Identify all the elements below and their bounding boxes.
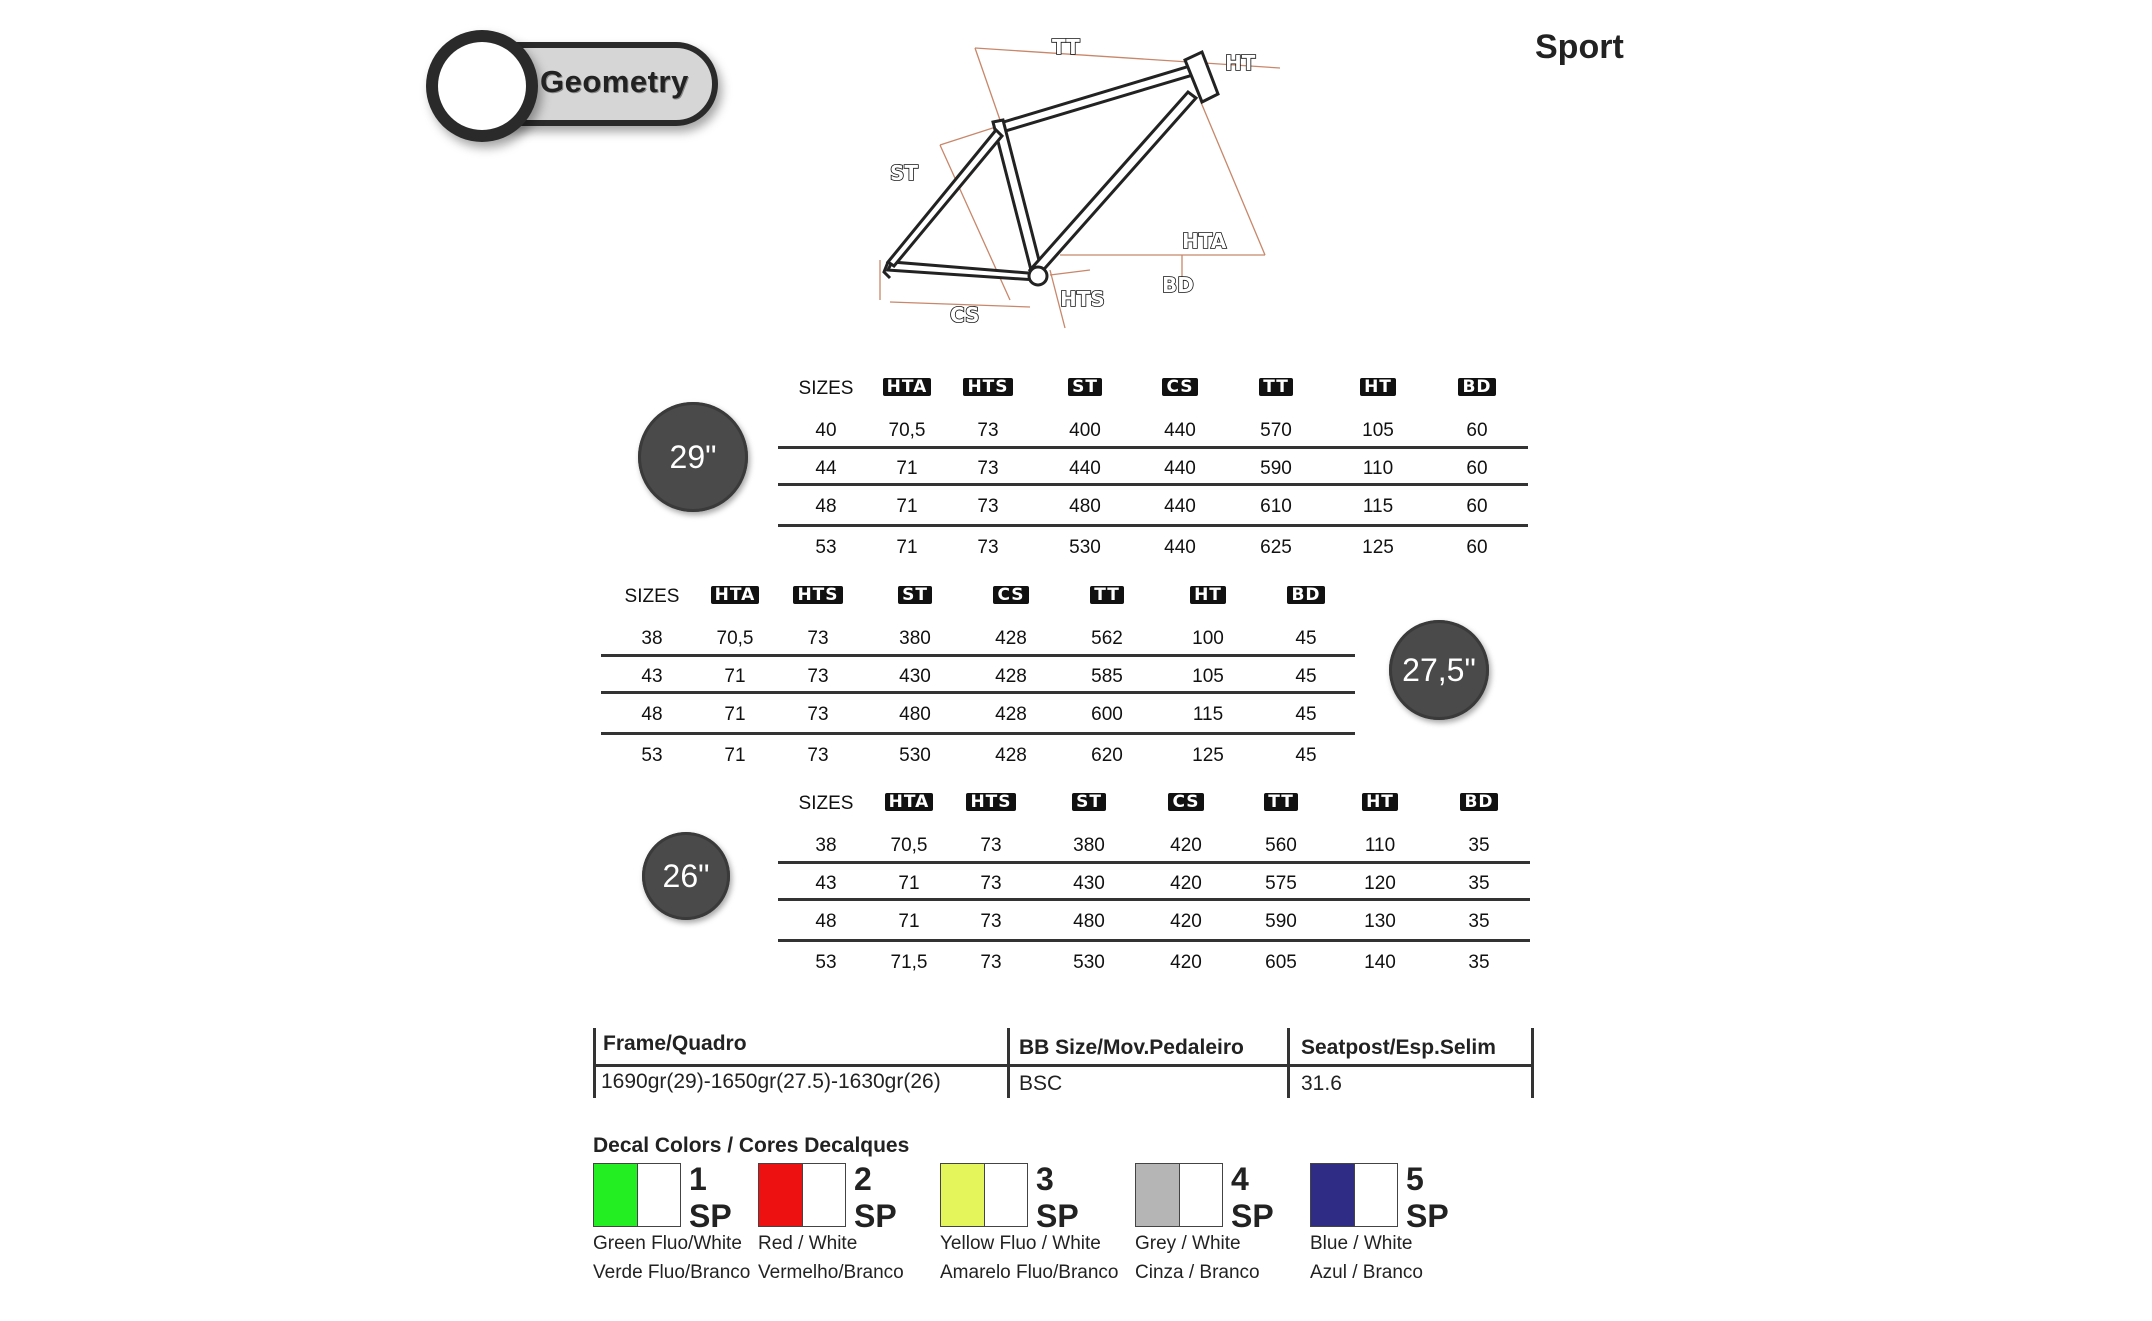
table-cell: 115: [1362, 496, 1394, 517]
label-ht: HT: [1225, 51, 1256, 75]
table-cell: 400: [1069, 420, 1101, 441]
table-cell: 73: [980, 952, 1002, 973]
table-cell: 620: [1091, 745, 1123, 766]
table-cell: 71: [896, 458, 918, 479]
table-cell: 60: [1466, 420, 1488, 441]
table-cell: 590: [1260, 458, 1292, 479]
table-cell: 73: [980, 835, 1002, 856]
table-cell: 562: [1091, 628, 1123, 649]
decal-number: 4 SP: [1231, 1161, 1274, 1234]
row-divider: [601, 654, 1355, 657]
table-cell: 600: [1091, 704, 1123, 725]
table-cell: 45: [1295, 704, 1317, 725]
table-cell: 120: [1364, 873, 1396, 894]
table-cell: 530: [1069, 537, 1101, 558]
table-cell: 428: [995, 745, 1027, 766]
table-cell: 60: [1466, 458, 1488, 479]
label-cs: CS: [950, 303, 980, 327]
decal-number: 2 SP: [854, 1161, 897, 1234]
decal-colors-title: Decal Colors / Cores Decalques: [593, 1134, 910, 1157]
table-cell: 105: [1192, 666, 1224, 687]
table-cell: 35: [1468, 911, 1490, 932]
table-cell: 430: [1073, 873, 1105, 894]
table-cell: 420: [1170, 952, 1202, 973]
table-cell: 73: [977, 458, 999, 479]
table-cell: 590: [1265, 911, 1297, 932]
decal-name: Green Fluo/White Verde Fluo/Branco: [593, 1233, 751, 1283]
column-header-hta: HTA: [695, 584, 775, 606]
sizes-header: SIZES: [624, 586, 680, 607]
table-cell: 570: [1260, 420, 1292, 441]
table-cell: 53: [641, 745, 663, 766]
table-cell: 53: [815, 537, 837, 558]
label-tt: TT: [1052, 35, 1080, 59]
table-cell: 70,5: [716, 628, 754, 649]
row-divider: [778, 861, 1530, 864]
table-cell: 71: [724, 704, 746, 725]
column-header-hta: HTA: [867, 376, 947, 398]
row-divider: [778, 483, 1528, 486]
column-header-st: ST: [1049, 791, 1129, 813]
table-cell: 420: [1170, 835, 1202, 856]
table-cell: 43: [815, 873, 837, 894]
table-cell: 73: [977, 420, 999, 441]
size-circle-27-5: 27,5": [1389, 620, 1489, 720]
table-cell: 73: [807, 666, 829, 687]
table-cell: 125: [1362, 537, 1394, 558]
table-cell: 71: [898, 873, 920, 894]
frame-value: 1690gr(29)-1650gr(27.5)-1630gr(26): [601, 1070, 941, 1093]
decal-swatch-1: [593, 1163, 681, 1227]
table-cell: 71: [896, 496, 918, 517]
decal-swatch-4: [1135, 1163, 1223, 1227]
table-cell: 420: [1170, 911, 1202, 932]
table-cell: 48: [815, 496, 837, 517]
sizes-header: SIZES: [798, 378, 854, 399]
table-cell: 480: [1069, 496, 1101, 517]
decal-swatch-5: [1310, 1163, 1398, 1227]
table-cell: 110: [1362, 458, 1394, 479]
frame-header: Frame/Quadro: [603, 1032, 747, 1055]
table-cell: 440: [1164, 537, 1196, 558]
table-cell: 73: [807, 745, 829, 766]
column-header-cs: CS: [971, 584, 1051, 606]
table-cell: 45: [1295, 745, 1317, 766]
column-header-bd: BD: [1439, 791, 1519, 813]
table-cell: 60: [1466, 537, 1488, 558]
specs-table: [593, 1028, 1535, 1098]
column-header-hta: HTA: [869, 791, 949, 813]
table-cell: 71: [724, 666, 746, 687]
table-cell: 430: [899, 666, 931, 687]
table-cell: 530: [899, 745, 931, 766]
column-header-tt: TT: [1241, 791, 1321, 813]
row-divider: [778, 446, 1528, 449]
table-cell: 40: [815, 420, 837, 441]
column-header-st: ST: [875, 584, 955, 606]
table-cell: 440: [1164, 496, 1196, 517]
dimension-lines: [880, 48, 1280, 328]
table-cell: 480: [899, 704, 931, 725]
table-cell: 71: [724, 745, 746, 766]
frame-tubes: [884, 52, 1218, 285]
decal-name: Yellow Fluo / White Amarelo Fluo/Branco: [940, 1233, 1119, 1283]
table-cell: 420: [1170, 873, 1202, 894]
frame-geometry-diagram: [860, 30, 1300, 340]
table-cell: 110: [1364, 835, 1396, 856]
table-cell: 35: [1468, 835, 1490, 856]
table-cell: 428: [995, 704, 1027, 725]
table-cell: 70,5: [890, 835, 928, 856]
table-cell: 45: [1295, 666, 1317, 687]
table-cell: 44: [815, 458, 837, 479]
table-cell: 380: [899, 628, 931, 649]
table-cell: 560: [1265, 835, 1297, 856]
seatpost-value: 31.6: [1301, 1072, 1342, 1095]
decal-swatch-3: [940, 1163, 1028, 1227]
decal-number: 3 SP: [1036, 1161, 1079, 1234]
table-cell: 440: [1164, 420, 1196, 441]
column-header-bd: BD: [1266, 584, 1346, 606]
table-cell: 70,5: [888, 420, 926, 441]
label-st: ST: [890, 161, 919, 185]
model-title: Sport: [1535, 28, 1624, 66]
size-circle-29: 29": [638, 402, 748, 512]
table-cell: 73: [807, 704, 829, 725]
table-cell: 575: [1265, 873, 1297, 894]
table-cell: 480: [1073, 911, 1105, 932]
table-cell: 71: [898, 911, 920, 932]
column-header-cs: CS: [1140, 376, 1220, 398]
label-bd: BD: [1162, 273, 1194, 297]
row-divider: [778, 898, 1530, 901]
column-header-tt: TT: [1236, 376, 1316, 398]
column-header-ht: HT: [1340, 791, 1420, 813]
table-cell: 440: [1164, 458, 1196, 479]
column-header-cs: CS: [1146, 791, 1226, 813]
table-cell: 130: [1364, 911, 1396, 932]
badge-label: Geometry: [540, 64, 689, 99]
geometry-badge: [426, 30, 726, 142]
bb-value: BSC: [1019, 1072, 1063, 1095]
table-cell: 115: [1192, 704, 1224, 725]
badge-circle: [426, 30, 538, 142]
table-cell: 48: [641, 704, 663, 725]
table-cell: 605: [1265, 952, 1297, 973]
row-divider: [778, 524, 1528, 527]
table-cell: 105: [1362, 420, 1394, 441]
table-cell: 73: [977, 537, 999, 558]
table-cell: 380: [1073, 835, 1105, 856]
decal-name: Grey / White Cinza / Branco: [1135, 1233, 1260, 1283]
table-cell: 73: [980, 873, 1002, 894]
bb-header: BB Size/Mov.Pedaleiro: [1019, 1036, 1244, 1059]
table-cell: 428: [995, 628, 1027, 649]
table-cell: 625: [1260, 537, 1292, 558]
column-header-st: ST: [1045, 376, 1125, 398]
column-header-hts: HTS: [778, 584, 858, 606]
table-cell: 585: [1091, 666, 1123, 687]
table-cell: 71: [896, 537, 918, 558]
table-cell: 45: [1295, 628, 1317, 649]
table-cell: 140: [1364, 952, 1396, 973]
row-divider: [601, 732, 1355, 735]
column-header-ht: HT: [1168, 584, 1248, 606]
table-cell: 53: [815, 952, 837, 973]
table-cell: 100: [1192, 628, 1224, 649]
row-divider: [778, 939, 1530, 942]
decal-swatch-2: [758, 1163, 846, 1227]
table-cell: 35: [1468, 952, 1490, 973]
table-cell: 440: [1069, 458, 1101, 479]
column-header-hts: HTS: [948, 376, 1028, 398]
row-divider: [601, 691, 1355, 694]
table-cell: 48: [815, 911, 837, 932]
table-cell: 35: [1468, 873, 1490, 894]
table-cell: 428: [995, 666, 1027, 687]
column-header-hts: HTS: [951, 791, 1031, 813]
table-cell: 38: [641, 628, 663, 649]
table-cell: 530: [1073, 952, 1105, 973]
label-hts: HTS: [1060, 287, 1105, 311]
table-cell: 73: [977, 496, 999, 517]
decal-number: 1 SP: [689, 1161, 732, 1234]
table-cell: 73: [980, 911, 1002, 932]
table-cell: 38: [815, 835, 837, 856]
column-header-ht: HT: [1338, 376, 1418, 398]
table-cell: 60: [1466, 496, 1488, 517]
column-header-bd: BD: [1437, 376, 1517, 398]
size-circle-26: 26": [642, 832, 730, 920]
table-cell: 610: [1260, 496, 1292, 517]
seatpost-header: Seatpost/Esp.Selim: [1301, 1036, 1496, 1059]
table-cell: 43: [641, 666, 663, 687]
table-cell: 71,5: [890, 952, 928, 973]
decal-name: Blue / White Azul / Branco: [1310, 1233, 1423, 1283]
label-hta: HTA: [1182, 229, 1227, 253]
decal-name: Red / White Vermelho/Branco: [758, 1233, 904, 1283]
column-header-tt: TT: [1067, 584, 1147, 606]
decal-number: 5 SP: [1406, 1161, 1449, 1234]
sizes-header: SIZES: [798, 793, 854, 814]
table-cell: 125: [1192, 745, 1224, 766]
table-cell: 73: [807, 628, 829, 649]
